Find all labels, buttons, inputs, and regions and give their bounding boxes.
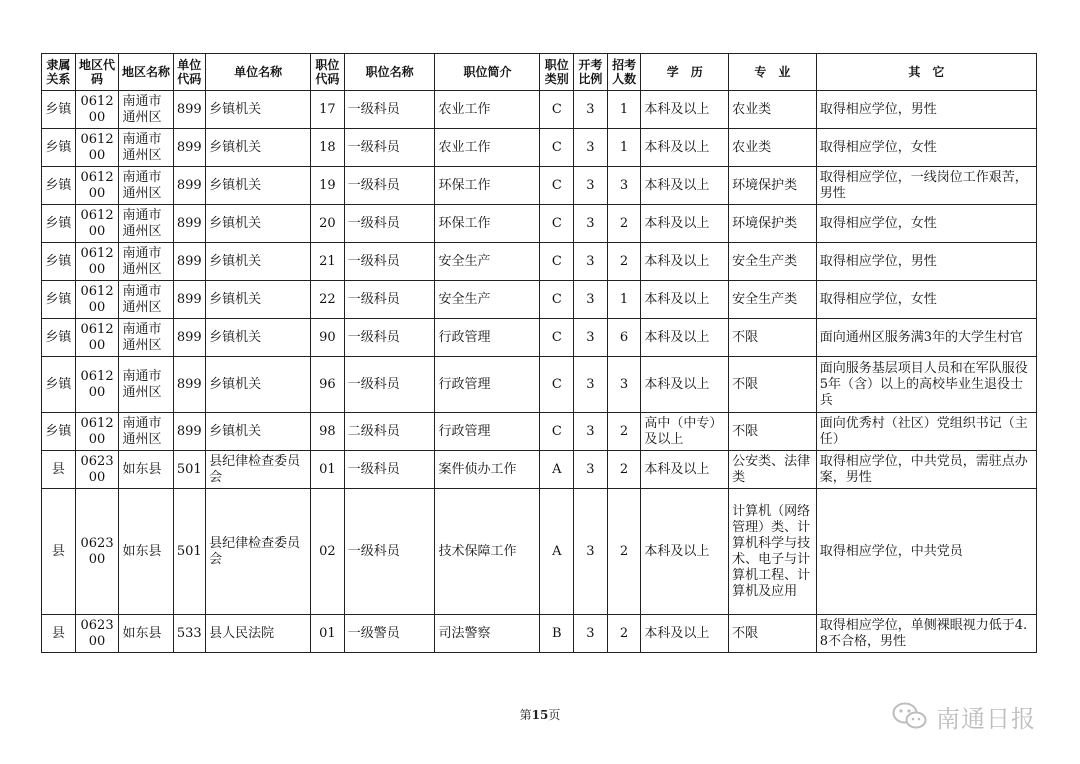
position-brief-cell: 农业工作 xyxy=(435,129,540,167)
affiliation-cell: 乡镇 xyxy=(42,205,76,243)
exam-ratio-cell: 3 xyxy=(574,319,608,357)
major-cell: 安全生产类 xyxy=(729,243,817,281)
position-category-cell: C xyxy=(540,281,574,319)
header-cell: 单位名称 xyxy=(206,54,311,91)
unit-code-cell: 899 xyxy=(173,129,206,167)
header-cell: 地区代码 xyxy=(75,54,119,91)
other-requirements-cell: 取得相应学位，女性 xyxy=(816,205,1036,243)
page-number xyxy=(500,706,580,723)
header-cell: 职位类别 xyxy=(540,54,574,91)
position-name-cell: 一级科员 xyxy=(344,357,435,413)
header-row xyxy=(42,54,1037,91)
unit-code-cell: 899 xyxy=(173,243,206,281)
education-cell: 本科及以上 xyxy=(641,167,729,205)
position-name-cell: 一级警员 xyxy=(344,615,435,653)
position-code-cell: 01 xyxy=(311,451,345,489)
education-cell: 本科及以上 xyxy=(641,319,729,357)
position-code-cell: 96 xyxy=(311,357,345,413)
hiring-count-cell: 2 xyxy=(607,489,641,615)
header-cell: 单位代码 xyxy=(173,54,206,91)
table-row xyxy=(42,91,1037,129)
header-cell: 开考比例 xyxy=(574,54,608,91)
affiliation-cell: 县 xyxy=(42,615,76,653)
region-name-cell: 南通市通州区 xyxy=(119,205,173,243)
position-name-cell: 一级科员 xyxy=(344,91,435,129)
other-requirements-cell: 面向服务基层项目人员和在军队服役5年（含）以上的高校毕业生退役士兵 xyxy=(816,357,1036,413)
position-code-cell: 02 xyxy=(311,489,345,615)
unit-name-cell: 乡镇机关 xyxy=(206,357,311,413)
exam-ratio-cell: 3 xyxy=(574,489,608,615)
unit-code-cell: 899 xyxy=(173,413,206,451)
region-name-cell: 南通市通州区 xyxy=(119,167,173,205)
other-requirements-cell: 取得相应学位，男性 xyxy=(816,243,1036,281)
table-row xyxy=(42,243,1037,281)
unit-name-cell: 乡镇机关 xyxy=(206,281,311,319)
position-category-cell: C xyxy=(540,167,574,205)
position-name-cell: 一级科员 xyxy=(344,167,435,205)
watermark-brand: 南通日报 xyxy=(936,704,1036,733)
major-cell: 安全生产类 xyxy=(729,281,817,319)
major-cell: 不限 xyxy=(729,413,817,451)
affiliation-cell: 乡镇 xyxy=(42,357,76,413)
exam-ratio-cell: 3 xyxy=(574,129,608,167)
page-number-value: 15 xyxy=(531,708,549,722)
education-cell: 本科及以上 xyxy=(641,615,729,653)
major-cell: 计算机（网络管理）类、计算机科学与技术、电子与计算机工程、计算机及应用 xyxy=(729,489,817,615)
hiring-count-cell: 3 xyxy=(607,167,641,205)
table-row xyxy=(42,281,1037,319)
hiring-count-cell: 2 xyxy=(607,205,641,243)
other-requirements-cell: 取得相应学位，中共党员，需驻点办案，男性 xyxy=(816,451,1036,489)
major-cell: 公安类、法律类 xyxy=(729,451,817,489)
affiliation-cell: 乡镇 xyxy=(42,281,76,319)
header-cell: 职位名称 xyxy=(344,54,435,91)
header-cell: 职位代码 xyxy=(311,54,345,91)
position-brief-cell: 行政管理 xyxy=(435,319,540,357)
region-name-cell: 南通市通州区 xyxy=(119,413,173,451)
other-requirements-cell: 取得相应学位，女性 xyxy=(816,129,1036,167)
region-code-cell: 061200 xyxy=(75,243,119,281)
region-name-cell: 南通市通州区 xyxy=(119,243,173,281)
major-cell: 农业类 xyxy=(729,91,817,129)
affiliation-cell: 县 xyxy=(42,489,76,615)
position-name-cell: 一级科员 xyxy=(344,281,435,319)
position-name-cell: 一级科员 xyxy=(344,319,435,357)
position-category-cell: C xyxy=(540,129,574,167)
page-prefix: 第 xyxy=(519,708,532,722)
position-brief-cell: 行政管理 xyxy=(435,413,540,451)
region-code-cell: 061200 xyxy=(75,129,119,167)
unit-code-cell: 501 xyxy=(173,489,206,615)
unit-name-cell: 乡镇机关 xyxy=(206,91,311,129)
education-cell: 本科及以上 xyxy=(641,91,729,129)
unit-name-cell: 乡镇机关 xyxy=(206,243,311,281)
exam-ratio-cell: 3 xyxy=(574,615,608,653)
unit-code-cell: 899 xyxy=(173,357,206,413)
header-cell: 隶属关系 xyxy=(42,54,76,91)
position-code-cell: 18 xyxy=(311,129,345,167)
unit-code-cell: 501 xyxy=(173,451,206,489)
unit-name-cell: 乡镇机关 xyxy=(206,319,311,357)
hiring-count-cell: 2 xyxy=(607,615,641,653)
unit-name-cell: 乡镇机关 xyxy=(206,413,311,451)
table-row xyxy=(42,357,1037,413)
table-row xyxy=(42,205,1037,243)
affiliation-cell: 乡镇 xyxy=(42,243,76,281)
header-cell: 学 历 xyxy=(641,54,729,91)
position-brief-cell: 行政管理 xyxy=(435,357,540,413)
hiring-count-cell: 2 xyxy=(607,413,641,451)
unit-name-cell: 县纪律检查委员会 xyxy=(206,489,311,615)
table-row xyxy=(42,319,1037,357)
unit-name-cell: 乡镇机关 xyxy=(206,205,311,243)
region-code-cell: 062300 xyxy=(75,451,119,489)
unit-code-cell: 899 xyxy=(173,281,206,319)
position-code-cell: 21 xyxy=(311,243,345,281)
affiliation-cell: 乡镇 xyxy=(42,129,76,167)
position-brief-cell: 司法警察 xyxy=(435,615,540,653)
position-brief-cell: 环保工作 xyxy=(435,167,540,205)
position-brief-cell: 环保工作 xyxy=(435,205,540,243)
region-code-cell: 061200 xyxy=(75,413,119,451)
position-category-cell: B xyxy=(540,615,574,653)
unit-code-cell: 899 xyxy=(173,91,206,129)
major-cell: 不限 xyxy=(729,615,817,653)
other-requirements-cell: 面向优秀村（社区）党组织书记（主任） xyxy=(816,413,1036,451)
table-row xyxy=(42,167,1037,205)
region-name-cell: 如东县 xyxy=(119,489,173,615)
major-cell: 农业类 xyxy=(729,129,817,167)
position-category-cell: C xyxy=(540,243,574,281)
other-requirements-cell: 取得相应学位，一线岗位工作艰苦，男性 xyxy=(816,167,1036,205)
other-requirements-cell: 面向通州区服务满3年的大学生村官 xyxy=(816,319,1036,357)
position-name-cell: 一级科员 xyxy=(344,129,435,167)
education-cell: 本科及以上 xyxy=(641,205,729,243)
region-code-cell: 061200 xyxy=(75,319,119,357)
hiring-count-cell: 2 xyxy=(607,451,641,489)
position-name-cell: 一级科员 xyxy=(344,243,435,281)
region-code-cell: 061200 xyxy=(75,91,119,129)
exam-ratio-cell: 3 xyxy=(574,413,608,451)
region-code-cell: 061200 xyxy=(75,281,119,319)
header-cell: 地区名称 xyxy=(119,54,173,91)
position-category-cell: C xyxy=(540,357,574,413)
other-requirements-cell: 取得相应学位，中共党员 xyxy=(816,489,1036,615)
education-cell: 本科及以上 xyxy=(641,489,729,615)
affiliation-cell: 乡镇 xyxy=(42,413,76,451)
position-brief-cell: 技术保障工作 xyxy=(435,489,540,615)
major-cell: 环境保护类 xyxy=(729,205,817,243)
major-cell: 环境保护类 xyxy=(729,167,817,205)
hiring-count-cell: 1 xyxy=(607,129,641,167)
position-name-cell: 一级科员 xyxy=(344,205,435,243)
other-requirements-cell: 取得相应学位，女性 xyxy=(816,281,1036,319)
region-code-cell: 062300 xyxy=(75,615,119,653)
position-category-cell: C xyxy=(540,91,574,129)
region-code-cell: 061200 xyxy=(75,357,119,413)
position-category-cell: C xyxy=(540,319,574,357)
hiring-count-cell: 1 xyxy=(607,281,641,319)
hiring-count-cell: 6 xyxy=(607,319,641,357)
position-category-cell: C xyxy=(540,413,574,451)
education-cell: 本科及以上 xyxy=(641,243,729,281)
table-row xyxy=(42,451,1037,489)
position-category-cell: A xyxy=(540,489,574,615)
region-name-cell: 如东县 xyxy=(119,615,173,653)
hiring-count-cell: 2 xyxy=(607,243,641,281)
exam-ratio-cell: 3 xyxy=(574,357,608,413)
position-brief-cell: 安全生产 xyxy=(435,281,540,319)
education-cell: 本科及以上 xyxy=(641,129,729,167)
education-cell: 本科及以上 xyxy=(641,451,729,489)
position-brief-cell: 农业工作 xyxy=(435,91,540,129)
education-cell: 本科及以上 xyxy=(641,357,729,413)
region-name-cell: 南通市通州区 xyxy=(119,319,173,357)
affiliation-cell: 乡镇 xyxy=(42,91,76,129)
exam-ratio-cell: 3 xyxy=(574,451,608,489)
unit-code-cell: 899 xyxy=(173,319,206,357)
hiring-count-cell: 3 xyxy=(607,357,641,413)
position-code-cell: 90 xyxy=(311,319,345,357)
unit-name-cell: 乡镇机关 xyxy=(206,167,311,205)
position-code-cell: 98 xyxy=(311,413,345,451)
page-suffix: 页 xyxy=(548,708,561,722)
unit-code-cell: 899 xyxy=(173,167,206,205)
unit-name-cell: 县人民法院 xyxy=(206,615,311,653)
header-cell: 职位简介 xyxy=(435,54,540,91)
affiliation-cell: 乡镇 xyxy=(42,319,76,357)
region-name-cell: 南通市通州区 xyxy=(119,91,173,129)
position-code-cell: 20 xyxy=(311,205,345,243)
exam-ratio-cell: 3 xyxy=(574,167,608,205)
table-row xyxy=(42,129,1037,167)
unit-code-cell: 533 xyxy=(173,615,206,653)
exam-ratio-cell: 3 xyxy=(574,205,608,243)
watermark xyxy=(892,696,1036,736)
table-row xyxy=(42,413,1037,451)
region-code-cell: 062300 xyxy=(75,489,119,615)
exam-ratio-cell: 3 xyxy=(574,243,608,281)
unit-name-cell: 县纪律检查委员会 xyxy=(206,451,311,489)
position-category-cell: A xyxy=(540,451,574,489)
position-code-cell: 19 xyxy=(311,167,345,205)
region-name-cell: 南通市通州区 xyxy=(119,281,173,319)
position-code-cell: 17 xyxy=(311,91,345,129)
affiliation-cell: 县 xyxy=(42,451,76,489)
table-row xyxy=(42,489,1037,615)
unit-name-cell: 乡镇机关 xyxy=(206,129,311,167)
position-code-cell: 01 xyxy=(311,615,345,653)
education-cell: 高中（中专）及以上 xyxy=(641,413,729,451)
recruitment-table xyxy=(41,53,1037,653)
position-brief-cell: 案件侦办工作 xyxy=(435,451,540,489)
position-name-cell: 二级科员 xyxy=(344,413,435,451)
region-code-cell: 061200 xyxy=(75,205,119,243)
position-brief-cell: 安全生产 xyxy=(435,243,540,281)
other-requirements-cell: 取得相应学位，单侧裸眼视力低于4.8不合格，男性 xyxy=(816,615,1036,653)
other-requirements-cell: 取得相应学位，男性 xyxy=(816,91,1036,129)
position-name-cell: 一级科员 xyxy=(344,451,435,489)
table-row xyxy=(42,615,1037,653)
hiring-count-cell: 1 xyxy=(607,91,641,129)
region-code-cell: 061200 xyxy=(75,167,119,205)
region-name-cell: 如东县 xyxy=(119,451,173,489)
major-cell: 不限 xyxy=(729,319,817,357)
header-cell: 招考人数 xyxy=(607,54,641,91)
education-cell: 本科及以上 xyxy=(641,281,729,319)
position-name-cell: 一级科员 xyxy=(344,489,435,615)
exam-ratio-cell: 3 xyxy=(574,91,608,129)
region-name-cell: 南通市通州区 xyxy=(119,129,173,167)
position-category-cell: C xyxy=(540,205,574,243)
major-cell: 不限 xyxy=(729,357,817,413)
exam-ratio-cell: 3 xyxy=(574,281,608,319)
header-cell: 专 业 xyxy=(729,54,817,91)
wechat-icon xyxy=(892,701,928,731)
affiliation-cell: 乡镇 xyxy=(42,167,76,205)
position-code-cell: 22 xyxy=(311,281,345,319)
unit-code-cell: 899 xyxy=(173,205,206,243)
region-name-cell: 南通市通州区 xyxy=(119,357,173,413)
header-cell: 其 它 xyxy=(816,54,1036,91)
